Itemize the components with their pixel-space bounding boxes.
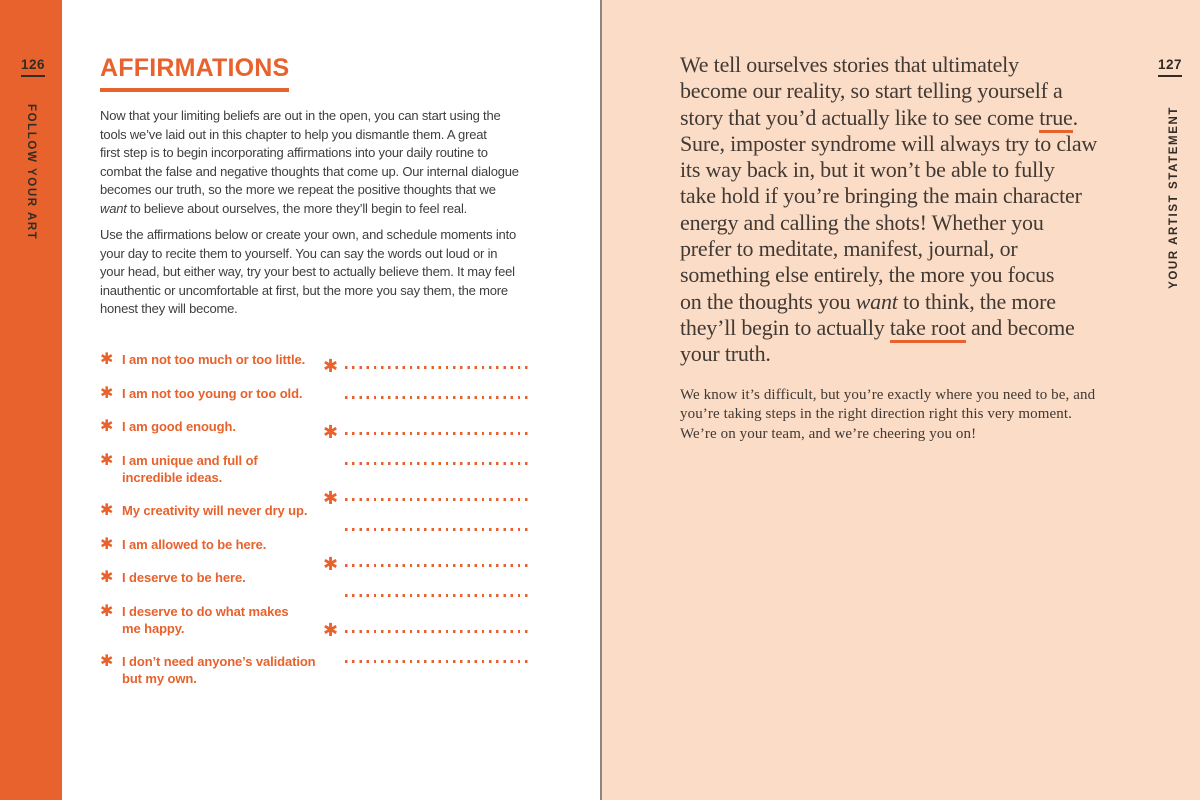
write-in-group <box>323 418 530 484</box>
text-line: tools we’ve laid out in this chapter to help you dismantle them. A great <box>100 126 487 142</box>
write-in-group <box>323 616 530 682</box>
affirmation-text <box>122 418 236 435</box>
text-line: you’re taking steps in the right direction right this very moment. <box>680 406 1072 423</box>
asterisk-icon: ✱ <box>323 488 339 508</box>
text-line: honest they will become. <box>100 301 238 317</box>
asterisk-icon: ✱ <box>100 569 114 586</box>
write-in-line <box>345 564 530 567</box>
text-line: becomes our truth, so the more we repeat the positive thoughts that we <box>100 182 496 198</box>
write-in-group <box>323 550 530 616</box>
affirmations-list <box>100 351 340 704</box>
affirmation-text <box>122 536 266 553</box>
text-line: take hold if you’re bringing the main character <box>680 183 1082 209</box>
text-line: Now that your limiting beliefs are out in the open, you can start using the <box>100 108 501 123</box>
text-line: We know it’s difficult, but you’re exactly where you need to be, and <box>680 387 1096 403</box>
text-line: energy and calling the shots! Whether you <box>680 209 1044 235</box>
affirmation-text <box>122 603 288 637</box>
affirmation-item <box>100 418 340 435</box>
text-line: I am allowed to be here. <box>122 536 267 552</box>
write-in-line <box>345 462 530 465</box>
text-line: Use the affirmations below or create your own, and schedule moments into <box>100 227 517 242</box>
text-line: I don’t need anyone’s validation <box>122 654 316 669</box>
right-page <box>602 0 1200 800</box>
asterisk-icon: ✱ <box>100 384 114 402</box>
text-line: your truth. <box>680 341 771 367</box>
affirmation-item <box>100 653 340 687</box>
affirmation-item <box>100 502 340 519</box>
affirmation-text <box>122 502 307 519</box>
affirmation-text <box>122 653 316 687</box>
asterisk-icon: ✱ <box>100 351 114 368</box>
intro-paragraph-2 <box>100 226 516 319</box>
affirmation-text <box>122 385 302 402</box>
write-in-group <box>323 352 530 418</box>
asterisk-icon: ✱ <box>100 418 114 435</box>
write-in-line <box>345 432 530 435</box>
text-line: I am not too young or too old. <box>122 385 303 401</box>
text-line: I deserve to do what makes <box>122 603 289 619</box>
text-line: I am not too much or too little. <box>122 352 306 367</box>
affirmation-text <box>122 569 246 586</box>
left-spine-bar <box>0 0 62 800</box>
asterisk-icon: ✱ <box>323 356 339 376</box>
write-in-line <box>345 528 530 531</box>
text-line: but my own. <box>122 671 197 686</box>
page-number-left: 126 <box>21 58 45 77</box>
affirmation-item <box>100 536 340 553</box>
text-line: incredible ideas. <box>122 469 223 485</box>
write-in-line <box>345 630 530 633</box>
write-in-line <box>345 366 530 369</box>
asterisk-icon: ✱ <box>100 535 114 553</box>
lead-paragraph <box>680 52 1097 368</box>
text-line: I am good enough. <box>122 419 236 434</box>
asterisk-icon: ✱ <box>100 602 114 620</box>
affirmation-text <box>122 452 258 486</box>
page-number-right: 127 <box>1158 58 1182 77</box>
text-line: We’re on your team, and we’re cheering you on! <box>680 425 977 442</box>
text-line: story that you’d actually like to see come true. <box>680 105 1097 131</box>
asterisk-icon: ✱ <box>323 554 339 574</box>
affirmation-text <box>122 351 305 368</box>
text-line: your day to recite them to yourself. You can say the words out loud or in <box>100 245 498 261</box>
spine-title-left: FOLLOW YOUR ART <box>25 104 37 241</box>
affirmation-item <box>100 569 340 586</box>
text-line: prefer to meditate, manifest, journal, or <box>680 236 1018 262</box>
affirmation-item <box>100 385 340 402</box>
page-title: AFFIRMATIONS <box>100 55 289 92</box>
intro-paragraph-1 <box>100 107 519 219</box>
text-line: its way back in, but it won’t be able to fully <box>680 157 1055 183</box>
affirmation-item <box>100 452 340 486</box>
asterisk-icon: ✱ <box>323 620 339 640</box>
asterisk-icon: ✱ <box>323 422 339 442</box>
text-line: first step is to begin incorporating affirmations into your daily routine to <box>100 145 488 161</box>
text-line: something else entirely, the more you focus <box>680 262 1055 288</box>
write-in-line <box>345 498 530 501</box>
asterisk-icon: ✱ <box>100 451 114 469</box>
write-in-line <box>345 594 530 597</box>
text-line: on the thoughts you want to think, the more <box>680 288 1056 314</box>
spine-title-right: YOUR ARTIST STATEMENT <box>1168 106 1180 289</box>
text-line: I am unique and full of <box>122 452 258 468</box>
affirmation-item <box>100 351 340 368</box>
text-line: your head, but either way, try your best to actually believe them. It may feel <box>100 264 515 280</box>
write-in-line <box>345 396 530 399</box>
asterisk-icon: ✱ <box>100 502 114 519</box>
write-in-group <box>323 484 530 550</box>
text-line: become our reality, so start telling yourself a <box>680 78 1063 104</box>
text-line: me happy. <box>122 620 185 636</box>
text-line: inauthentic or uncomfortable at first, but the more you say them, the more <box>100 282 508 298</box>
closing-paragraph <box>680 386 1095 444</box>
text-line: want to believe about ourselves, the more they’ll begin to feel real. <box>100 200 468 216</box>
write-in-line <box>345 660 530 663</box>
text-line: Sure, imposter syndrome will always try to claw <box>680 130 1098 156</box>
text-line: combat the false and negative thoughts that come up. Our internal dialogue <box>100 163 519 179</box>
text-line: My creativity will never dry up. <box>122 503 308 518</box>
affirmation-item <box>100 603 340 637</box>
text-line: We tell ourselves stories that ultimately <box>680 52 1019 77</box>
text-line: they’ll begin to actually take root and become <box>680 315 1097 341</box>
text-line: I deserve to be here. <box>122 570 246 585</box>
asterisk-icon: ✱ <box>100 653 114 670</box>
write-your-own-lines <box>323 352 530 682</box>
